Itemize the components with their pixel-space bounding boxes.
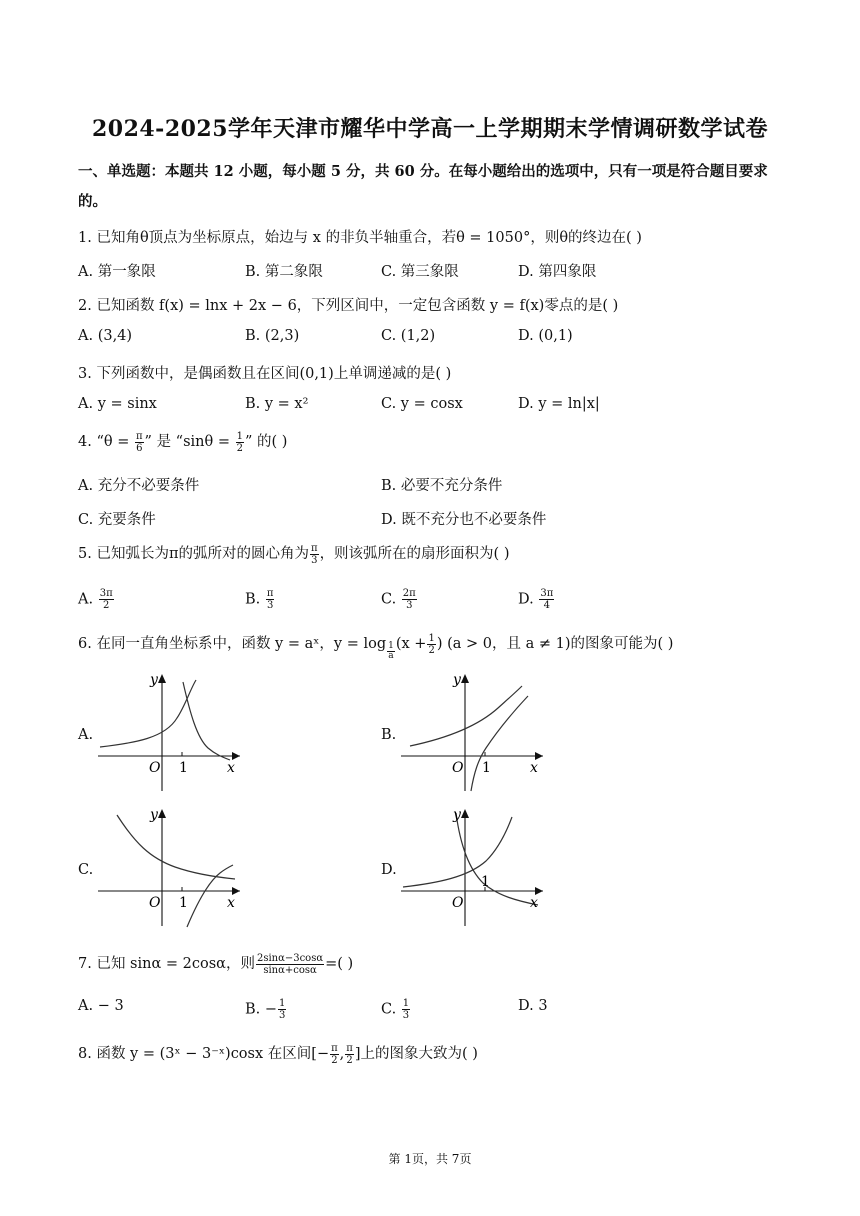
- q7-option-b-frac: [278, 998, 286, 1021]
- q6-graph-c-label: C.: [78, 862, 94, 878]
- q6-base-den: a: [388, 651, 394, 661]
- q8-interval-open: [−: [311, 1046, 330, 1062]
- x-label: x: [530, 760, 538, 776]
- q3-option-a: A. y = sinx: [78, 396, 157, 412]
- y-axis-arrow-icon: [158, 674, 166, 683]
- q4-frac-a-num: π: [135, 430, 143, 442]
- q8-f1-den: 2: [331, 1054, 338, 1066]
- x-axis-arrow-icon: [535, 752, 543, 760]
- q5-option-c: [381, 588, 418, 611]
- q2-option-c: C. (1,2): [381, 328, 436, 344]
- q6-graph-a: [95, 668, 245, 793]
- q2-option-b: B. (2,3): [245, 328, 300, 344]
- q5-option-c-label: C.: [381, 591, 397, 608]
- x-label: x: [530, 895, 538, 911]
- one-label: 1: [179, 760, 188, 776]
- question-2-stem: 2. 已知函数 f(x) = lnx + 2x − 6，下列区间中，一定包含函数 y = f(x)零点的是( ): [78, 298, 619, 314]
- q7-option-b: [245, 998, 287, 1021]
- q6-stem-part-c: ) (a > 0，且 a ≠ 1)的图象可能为( ): [436, 636, 674, 652]
- q5-frac-den: 3: [311, 554, 318, 566]
- q7-frac-den: sinα+cosα: [263, 964, 317, 976]
- q7-c-num: 1: [402, 998, 410, 1009]
- q2-option-d: D. (0,1): [518, 328, 573, 344]
- q7-c-den: 3: [402, 1010, 410, 1021]
- question-3-stem: 3. 下列函数中，是偶函数且在区间(0,1)上单调递减的是( ): [78, 366, 452, 382]
- q6-frac-num: 1: [428, 632, 435, 644]
- q5-d-num: 3π: [540, 588, 554, 599]
- q1-option-b: B. 第二象限: [245, 264, 323, 280]
- q5-stem-part-b: ，则该弧所在的扇形面积为( ): [319, 546, 510, 562]
- exp-curve: [100, 680, 196, 747]
- q5-a-num: 3π: [99, 588, 113, 599]
- q7-frac-num: 2sinα−3cosα: [256, 952, 324, 964]
- q5-option-c-frac: [402, 588, 417, 611]
- q3-option-c: C. y = cosx: [381, 396, 463, 412]
- q8-fraction-2: [345, 1043, 354, 1066]
- q5-option-b-label: B.: [245, 591, 261, 608]
- section-heading-line1: 一、单选题：本题共 12 小题，每小题 5 分，共 60 分。在每小题给出的选项中，只有一项是符合题目要求: [78, 163, 768, 180]
- q1-option-a: A. 第一象限: [78, 264, 156, 280]
- q5-b-den: 3: [266, 600, 274, 611]
- q5-c-num: 2π: [402, 588, 416, 599]
- q4-frac-b-num: 1: [236, 430, 243, 442]
- q8-f1-num: π: [331, 1042, 338, 1054]
- q8-stem-part-b: 上的图象大致为( ): [360, 1046, 478, 1062]
- q6-log-base: [387, 642, 395, 661]
- x-axis-arrow-icon: [535, 887, 543, 895]
- q6-graph-d: [398, 803, 548, 928]
- y-axis-arrow-icon: [158, 809, 166, 818]
- y-label: y: [150, 807, 158, 823]
- q7-option-d: D. 3: [518, 998, 548, 1014]
- q4-fraction-a: [135, 431, 144, 454]
- log-curve: [183, 682, 230, 760]
- q7-b-den: 3: [279, 1010, 286, 1021]
- exp-curve: [410, 686, 522, 746]
- q7-option-c: [381, 998, 411, 1021]
- q6-stem-part-a: 6. 在同一直角坐标系中，函数 y = aˣ，y = log: [78, 636, 387, 652]
- q7-option-c-label: C.: [381, 1001, 397, 1018]
- q7-option-c-frac: [402, 998, 410, 1021]
- one-label: 1: [179, 895, 188, 911]
- q6-fraction: [427, 633, 435, 656]
- log-curve: [471, 696, 528, 791]
- q6-frac-den: 2: [428, 644, 435, 656]
- q6-graph-b: [398, 668, 548, 793]
- q6-graph-c: [95, 803, 245, 928]
- q6-graph-d-label: D.: [381, 862, 397, 878]
- q8-stem-part-a: 8. 函数 y = (3ˣ − 3⁻ˣ)cosx 在区间: [78, 1046, 312, 1062]
- page-title: 2024-2025学年天津市耀华中学高一上学期期末学情调研数学试卷: [91, 116, 769, 142]
- q3-option-b: B. y = x²: [245, 396, 309, 412]
- q4-stem-part-c: ” 的( ): [244, 434, 288, 450]
- q6-graph-a-label: A.: [78, 727, 94, 743]
- exp-curve: [403, 817, 512, 887]
- question-4-stem: [78, 430, 287, 454]
- q1-option-d: D. 第四象限: [518, 264, 597, 280]
- y-label: y: [453, 672, 461, 688]
- x-axis-arrow-icon: [232, 752, 240, 760]
- q6-base-num: 1: [388, 641, 394, 651]
- question-1-stem: 1. 已知角θ顶点为坐标原点，始边与 x 的非负半轴重合，若θ = 1050°，则θ的终边在( ): [78, 230, 642, 246]
- q5-c-den: 3: [406, 600, 413, 611]
- q5-option-a-frac: [99, 588, 114, 611]
- q4-frac-a-den: 6: [136, 442, 143, 454]
- origin-label: O: [452, 760, 464, 776]
- q7-fraction: [256, 953, 324, 976]
- origin-label: O: [452, 895, 464, 911]
- q5-d-den: 4: [543, 600, 550, 611]
- q4-option-b: B. 必要不充分条件: [381, 478, 503, 494]
- q5-b-num: π: [266, 588, 274, 599]
- q5-a-den: 2: [102, 600, 110, 611]
- q4-option-d: D. 既不充分也不必要条件: [381, 512, 547, 528]
- q3-option-d: D. y = ln|x|: [518, 396, 600, 412]
- q8-f2-den: 2: [346, 1054, 353, 1066]
- y-label: y: [453, 807, 461, 823]
- q5-option-b-frac: [266, 588, 275, 611]
- q7-stem-part-a: 7. 已知 sinα = 2cosα，则: [78, 956, 255, 972]
- q5-option-d-label: D.: [518, 591, 534, 608]
- q2-option-a: A. (3,4): [78, 328, 133, 344]
- q4-frac-b-den: 2: [236, 442, 243, 454]
- q5-frac-num: π: [310, 542, 318, 554]
- origin-label: O: [149, 760, 161, 776]
- origin-label: O: [149, 895, 161, 911]
- q5-option-a-label: A.: [78, 591, 94, 608]
- q7-b-num: 1: [279, 998, 286, 1009]
- q7-stem-part-b: =( ): [325, 956, 354, 972]
- q6-graph-b-label: B.: [381, 727, 397, 743]
- y-axis-arrow-icon: [461, 809, 469, 818]
- y-axis-arrow-icon: [461, 674, 469, 683]
- section-heading-line2: 的。: [78, 193, 107, 210]
- q5-option-a: [78, 588, 115, 611]
- page-footer: 第 1页，共 7页: [388, 1152, 472, 1166]
- x-axis-arrow-icon: [232, 887, 240, 895]
- q5-option-b: [245, 588, 275, 611]
- q4-option-c: C. 充要条件: [78, 512, 156, 528]
- q5-option-d-frac: [539, 588, 554, 611]
- x-label: x: [227, 760, 235, 776]
- q4-stem-part-a: 4. “θ =: [78, 434, 130, 450]
- q6-stem-part-b: (x +: [395, 636, 427, 652]
- question-6-stem: [78, 632, 673, 661]
- y-label: y: [150, 672, 158, 688]
- question-8-stem: [78, 1042, 478, 1066]
- q4-fraction-b: [236, 431, 244, 454]
- question-7-stem: [78, 952, 353, 976]
- x-label: x: [227, 895, 235, 911]
- exp-curve: [117, 815, 235, 879]
- question-5-stem: [78, 542, 510, 566]
- q8-comma: ,: [339, 1046, 345, 1062]
- q8-f2-num: π: [346, 1042, 353, 1054]
- q5-fraction: [310, 543, 319, 566]
- q5-option-d: [518, 588, 555, 611]
- q4-stem-part-b: ” 是 “sinθ =: [144, 434, 230, 450]
- one-label: 1: [482, 760, 491, 776]
- one-label: 1: [481, 874, 490, 890]
- q7-option-b-label: B. −: [245, 1001, 278, 1018]
- q4-option-a: A. 充分不必要条件: [78, 478, 200, 494]
- q8-interval-close: ]: [354, 1046, 361, 1062]
- q7-option-a: A. − 3: [78, 998, 124, 1014]
- q8-fraction-1: [330, 1043, 339, 1066]
- q1-option-c: C. 第三象限: [381, 264, 459, 280]
- q5-stem-part-a: 5. 已知弧长为π的弧所对的圆心角为: [78, 546, 309, 562]
